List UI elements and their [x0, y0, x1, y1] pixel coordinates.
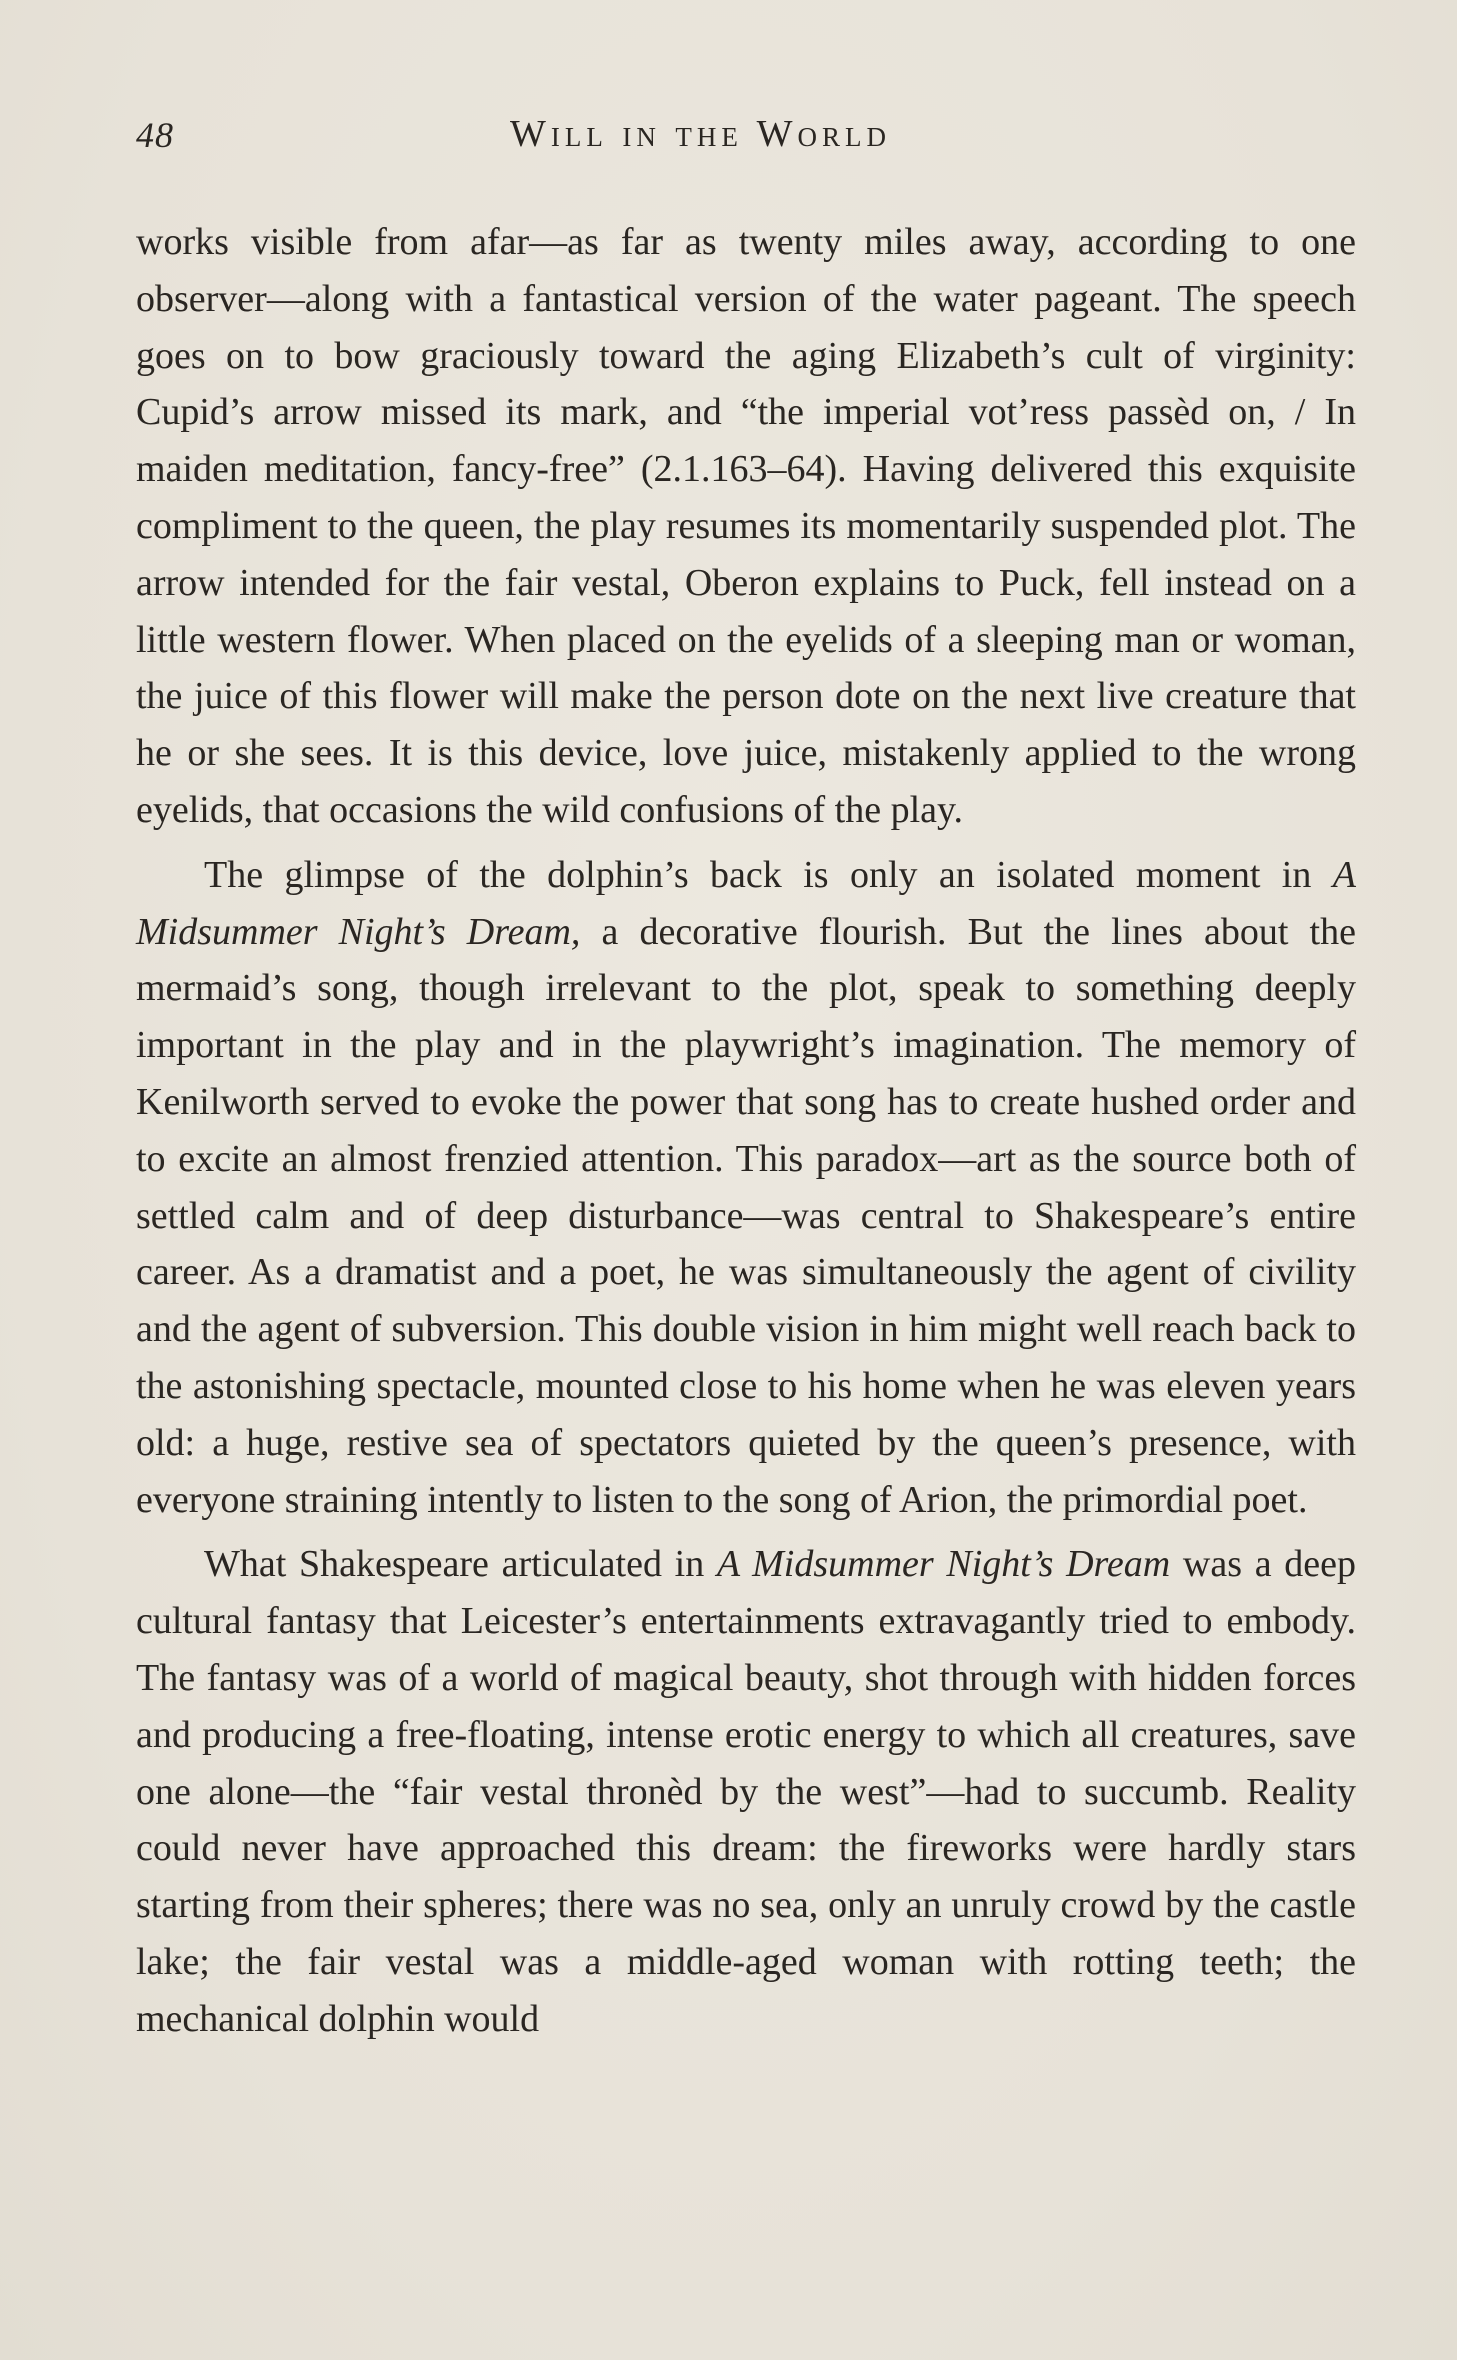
book-title: Will in the World [510, 113, 891, 155]
play-title: A Midsummer Night’s Dream, [136, 853, 1356, 953]
play-title: A Midsummer Night’s Dream [716, 1543, 1171, 1586]
paragraph-2-text-start: The glimpse of the dolphin’s back is only an isolated moment in [204, 853, 1333, 896]
running-head [136, 108, 1356, 158]
paragraph-2-text-end: a decorative flourish. But the lines about the mermaid’s song, though irrelevant to the plot, speak to something deeply important in the play and in the playwright’s imagination. The memory of Kenilworth served to evoke the power that song has to create hushed order and to excite an almost frenzied attention. This paradox—art as the source both of settled calm and of deep disturbance—was central to Shakespeare’s entire career. As a dramatist and a poet, he was simultaneously the agent of civility and the agent of subversion. This double vision in him might well reach back to the astonishing spectacle, mounted close to his home when he was eleven years old: a huge, restive sea of spectators quieted by the queen’s presence, with everyone straining intently to listen to the song of Arion, the primordial poet. [136, 910, 1356, 1521]
paragraph-3-text-start: What Shakespeare articulated in [204, 1543, 717, 1586]
paragraph-1-text: works visible from afar—as far as twenty miles away, according to one observer—along with a fantastical version of the water pageant. The speech goes on to bow graciously toward the aging Elizabeth’s cult of virginity: Cupid’s arrow missed its mark, and “the imperial vot’ress passèd on, / In maiden meditation, fancy-free” (2.1.163–64). Having delivered this exquisite compliment to the queen, the play resumes its momentarily suspended plot. The arrow intended for the fair vestal, Oberon explains to Puck, fell instead on a little western flower. When placed on the eyelids of a sleeping man or woman, the juice of this flower will make the person dote on the next live creature that he or she sees. It is this device, love juice, mistakenly applied to the wrong eyelids, that occasions the wild confusions of the play. [136, 221, 1356, 831]
paragraph-3 [136, 1536, 1356, 2047]
paragraph-1 [136, 214, 1356, 839]
paragraph-3-text-end: was a deep cultural fantasy that Leicester’s entertainments extravagantly tried to embody. The fantasy was of a world of magical beauty, shot through with hidden forces and producing a free-floating, intense erotic energy to which all creatures, save one alone—the “fair vestal thronèd by the west”—had to succumb. Reality could never have approached this dream: the fireworks were hardly stars starting from their spheres; there was no sea, only an unruly crowd by the castle lake; the fair vestal was a middle-aged woman with rotting teeth; the mechanical dolphin would [136, 1543, 1356, 2040]
body-text [136, 214, 1356, 2048]
page-number: 48 [136, 115, 174, 155]
paragraph-2 [136, 847, 1356, 1529]
